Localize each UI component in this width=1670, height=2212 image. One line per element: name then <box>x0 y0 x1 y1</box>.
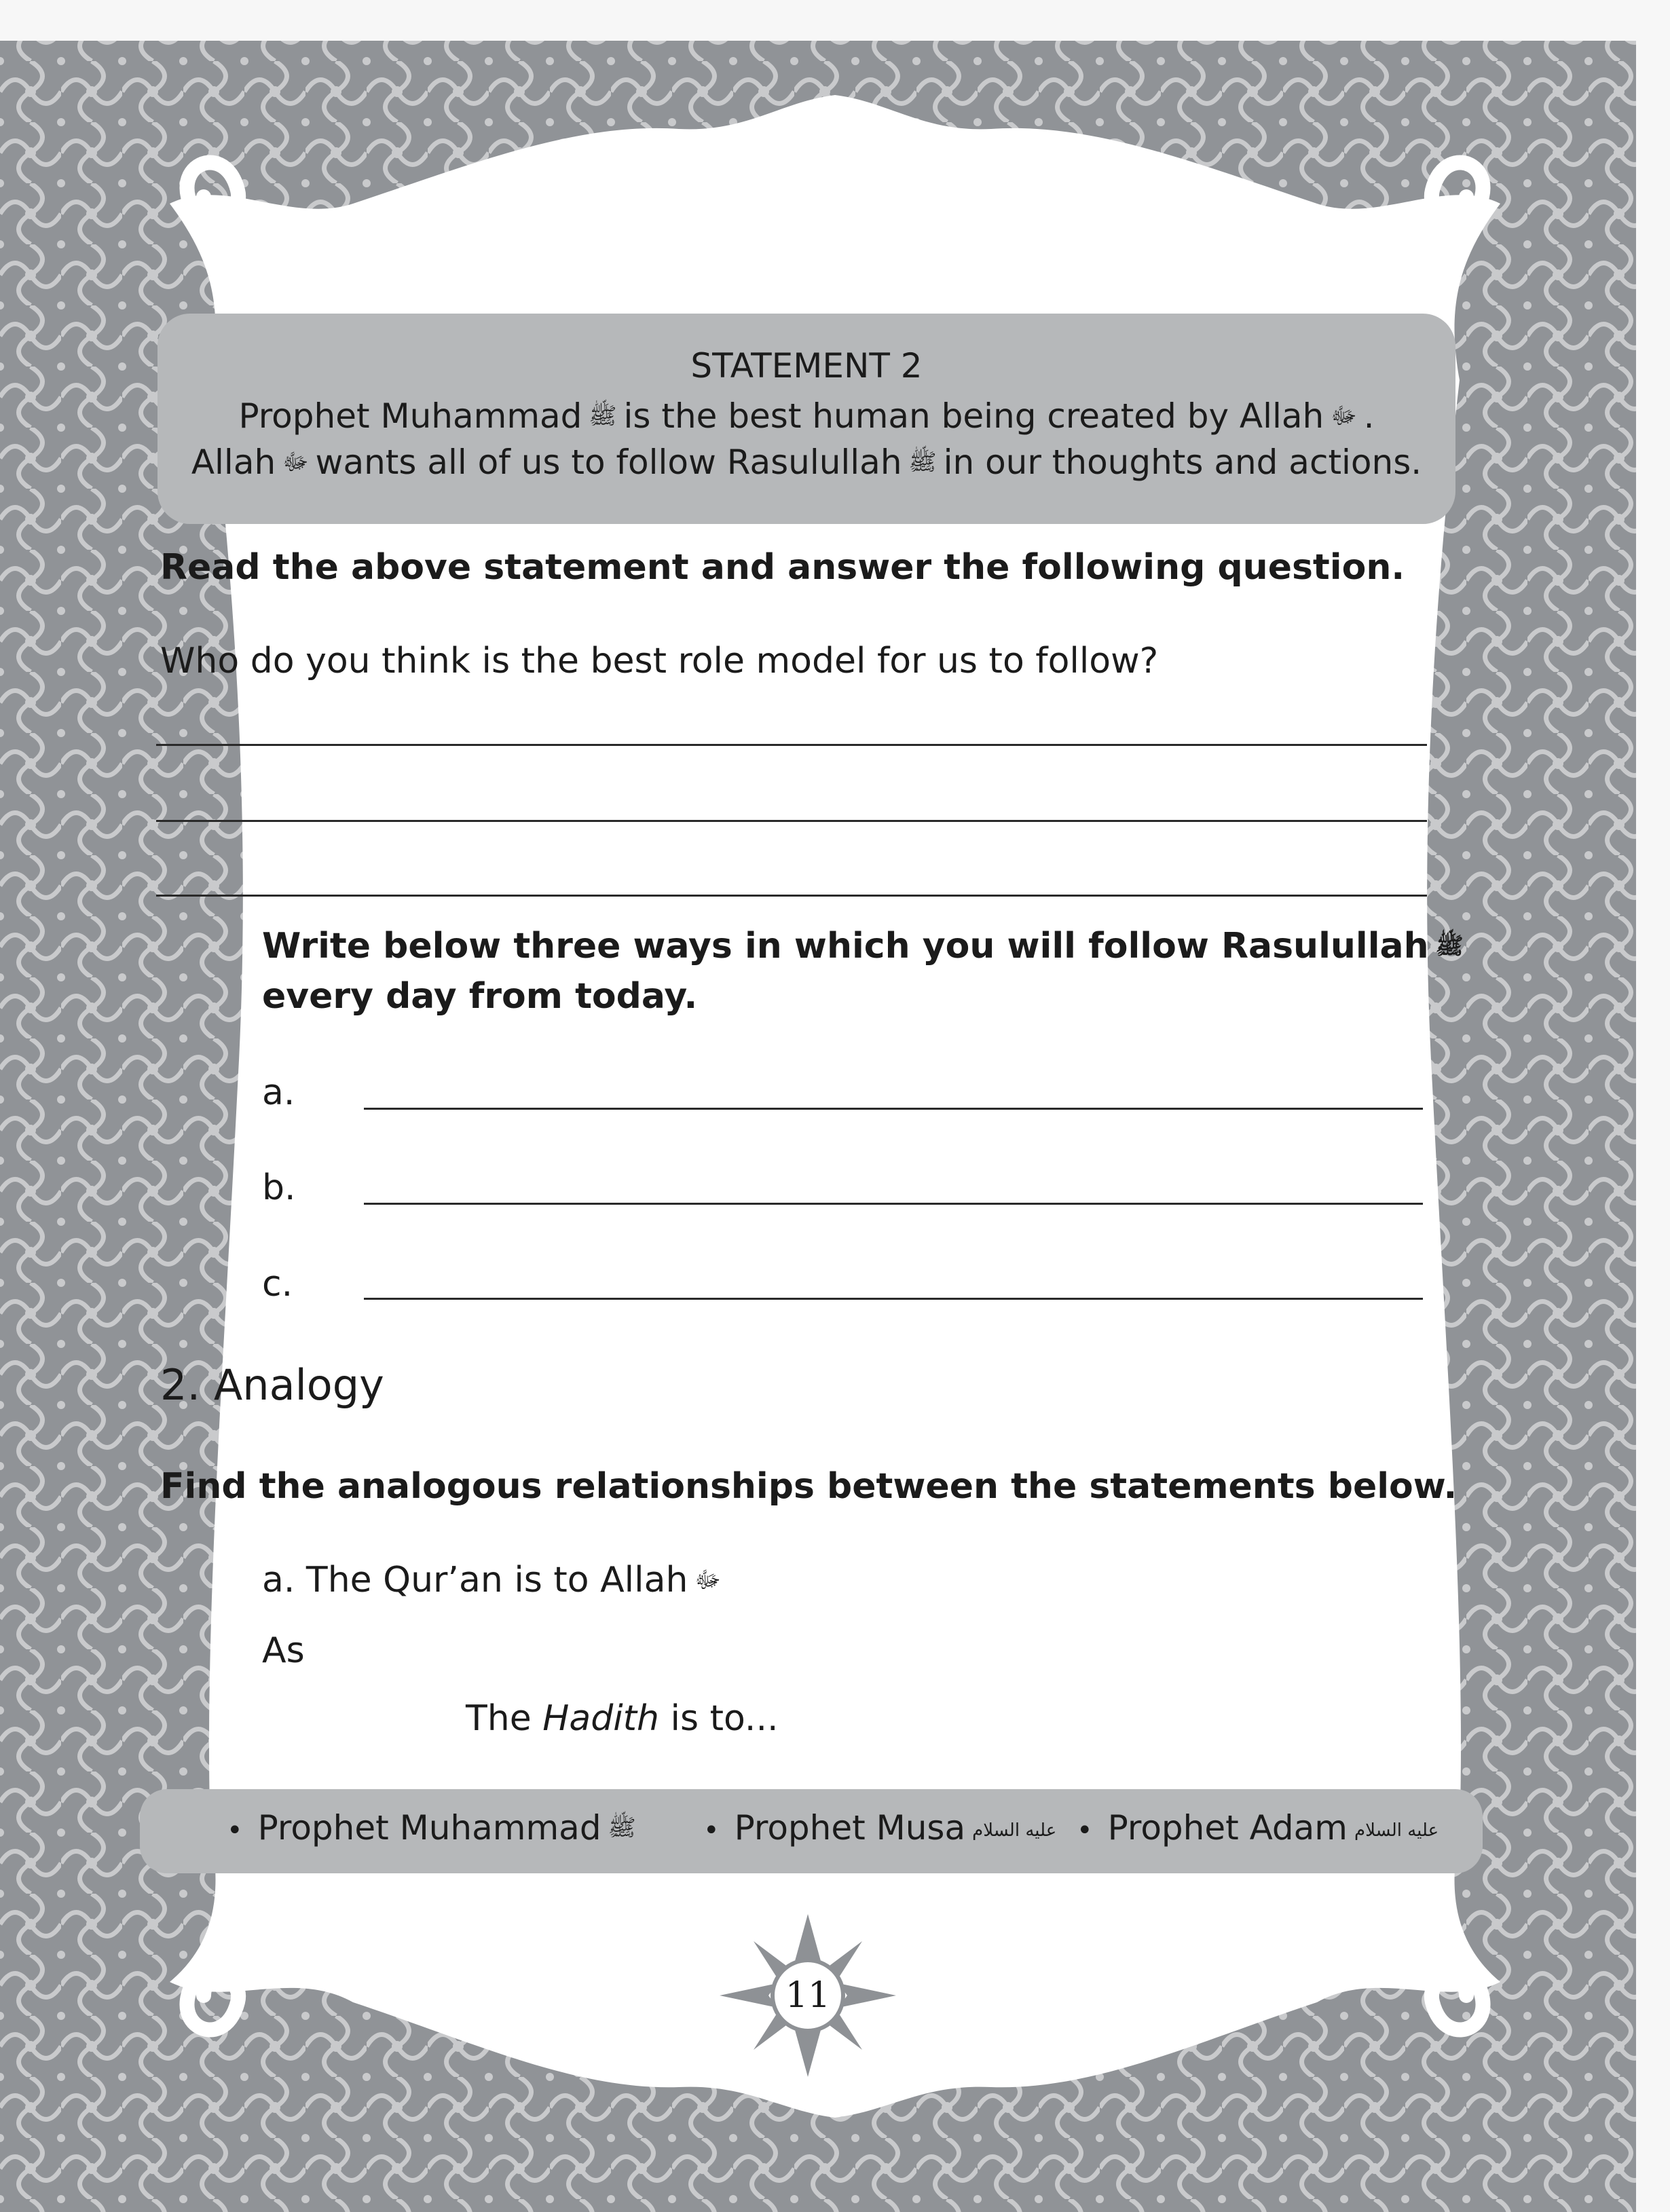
statement-title: STATEMENT 2 <box>690 346 923 386</box>
statement-text: is the best human being created by Allah <box>623 396 1324 436</box>
swt-calligraphy-icon: ﷻ <box>1331 402 1357 430</box>
option-prophet-musa[interactable] <box>703 1808 1063 1848</box>
pbuh-calligraphy-icon: ﷺ <box>908 449 937 476</box>
statement-text: wants all of us to follow Rasulullah <box>315 443 902 482</box>
analogy-text: a. The Qur’an is to Allah <box>262 1560 688 1600</box>
hadith-word: Hadith <box>542 1698 660 1739</box>
option-prophet-adam[interactable] <box>1077 1808 1445 1848</box>
bullet-icon: • <box>227 1815 243 1846</box>
option-prophet-muhammad[interactable] <box>227 1808 643 1848</box>
statement-text: Prophet Muhammad <box>238 396 582 436</box>
statement-text: in our thoughts and actions. <box>943 443 1422 482</box>
write-prompt-line-2: every day from today. <box>262 976 698 1017</box>
way-answer-line-c[interactable] <box>364 1298 1423 1300</box>
pbuh-calligraphy-icon: ﷺ <box>589 402 617 430</box>
pbuh-calligraphy-icon: ﷺ <box>1435 932 1464 960</box>
answer-line-3[interactable] <box>156 895 1427 897</box>
analogy-heading: 2. Analogy <box>160 1360 384 1410</box>
swt-calligraphy-icon: ﷻ <box>282 449 309 476</box>
statement-text: Allah <box>191 443 276 482</box>
way-answer-line-b[interactable] <box>364 1203 1423 1205</box>
option-label: Prophet Muhammad <box>257 1808 601 1848</box>
write-prompt-text: Write below three ways in which you will follow Rasulullah <box>262 926 1429 967</box>
swt-calligraphy-icon: ﷻ <box>694 1566 721 1594</box>
way-label-c: c. <box>262 1264 293 1305</box>
instruction-text: Read the above statement and answer the following question. <box>160 547 1405 588</box>
page-number: 11 <box>785 1975 831 2016</box>
pbuh-calligraphy-icon: ﷺ <box>608 1814 636 1841</box>
analogy-text: is to... <box>659 1698 779 1739</box>
answer-line-1[interactable] <box>156 744 1427 746</box>
analogy-line-a <box>262 1560 728 1600</box>
statement-line-2 <box>157 443 1455 482</box>
way-label-b: b. <box>262 1167 296 1208</box>
analogy-hadith-line <box>466 1698 779 1739</box>
option-label: Prophet Musa <box>734 1808 966 1848</box>
statement-line-1: Prophet Muhammad ﷺ is the best human being created by Allah ﷻ . <box>238 396 1375 436</box>
as-calligraphy-icon: عليه السلام <box>972 1820 1057 1841</box>
bullet-icon: • <box>1077 1815 1093 1846</box>
answer-line-2[interactable] <box>156 820 1427 822</box>
analogy-instruction: Find the analogous relationships between the statements below. <box>160 1466 1458 1507</box>
question-text: Who do you think is the best role model for us to follow? <box>160 641 1159 681</box>
way-answer-line-a[interactable] <box>364 1108 1423 1110</box>
analogy-as: As <box>262 1630 305 1671</box>
way-label-a: a. <box>262 1072 295 1113</box>
as-calligraphy-icon: عليه السلام <box>1354 1820 1439 1841</box>
write-prompt-line-1 <box>262 926 1470 967</box>
option-label: Prophet Adam <box>1107 1808 1348 1848</box>
bullet-icon: • <box>703 1815 720 1846</box>
analogy-text: The <box>466 1698 543 1739</box>
